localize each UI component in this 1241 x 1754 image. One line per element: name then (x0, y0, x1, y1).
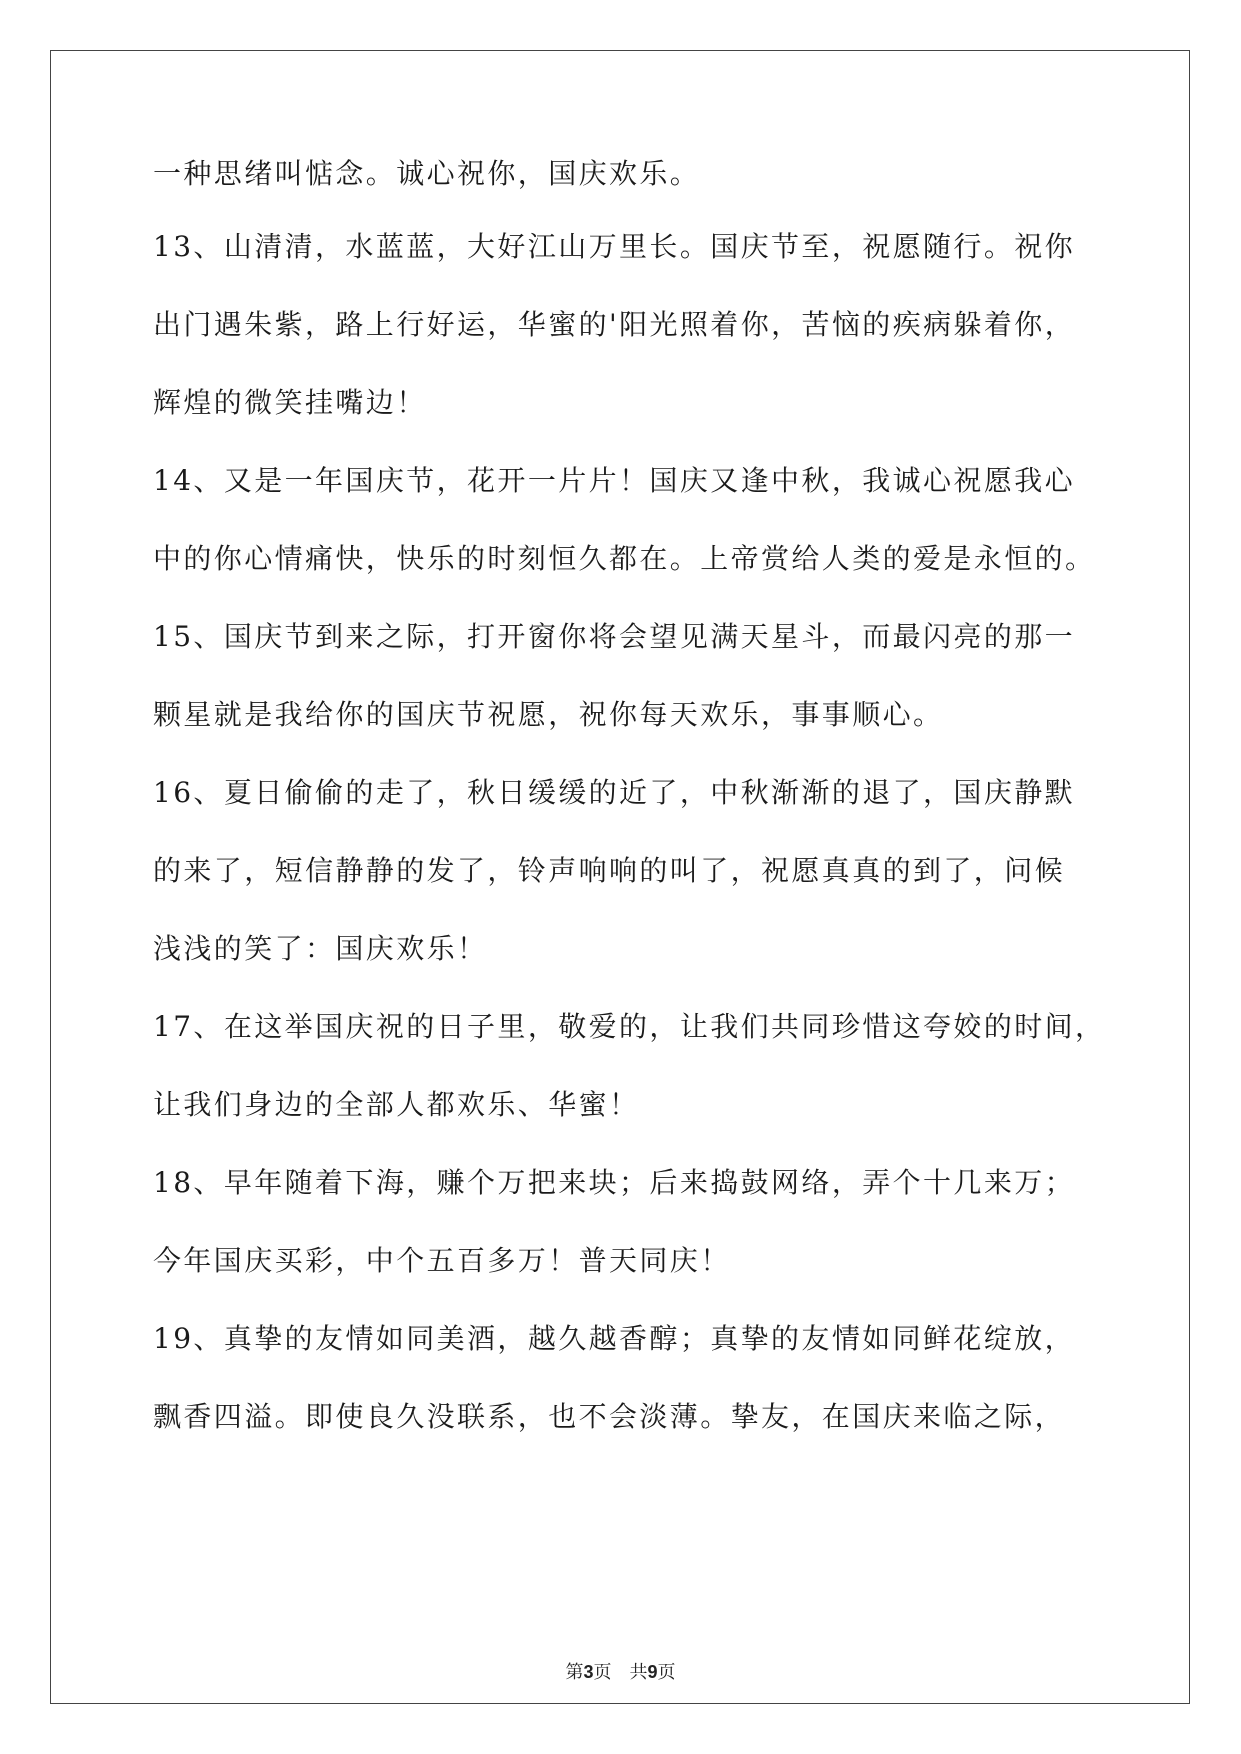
text-line: 辉煌的微笑挂嘴边！ (153, 386, 427, 419)
text-line: 中的你心情痛快，快乐的时刻恒久都在。上帝赏给人类的爱是永恒的。 (153, 542, 1096, 575)
text-line: 18、早年随着下海，赚个万把来块；后来捣鼓网络，弄个十几来万； (153, 1166, 1076, 1199)
text-line: 19、真挚的友情如同美酒，越久越香醇；真挚的友情如同鲜花绽放， (153, 1322, 1076, 1355)
text-line: 的来了，短信静静的发了，铃声响响的叫了，祝愿真真的到了，问候 (153, 854, 1066, 887)
text-line: 颗星就是我给你的国庆节祝愿，祝你每天欢乐，事事顺心。 (153, 698, 944, 731)
text-line: 13、山清清，水蓝蓝，大好江山万里长。国庆节至，祝愿随行。祝你 (153, 230, 1076, 263)
text-line: 让我们身边的全部人都欢乐、华蜜！ (153, 1088, 640, 1121)
page-prefix: 第 (565, 1662, 584, 1683)
total-suffix: 页 (657, 1662, 676, 1683)
text-line: 出门遇朱紫，路上行好运，华蜜的'阳光照着你，苦恼的疾病躲着你， (153, 308, 1076, 341)
text-line: 一种思绪叫惦念。诚心祝你，国庆欢乐。 (153, 157, 701, 190)
text-line: 今年国庆买彩，中个五百多万！普天同庆！ (153, 1244, 731, 1277)
text-line: 浅浅的笑了：国庆欢乐！ (153, 932, 488, 965)
page-footer (0, 1660, 1241, 1685)
text-line: 15、国庆节到来之际，打开窗你将会望见满天星斗，而最闪亮的那一 (153, 620, 1076, 653)
total-prefix: 共 (629, 1662, 648, 1683)
text-line: 17、在这举国庆祝的日子里，敬爱的，让我们共同珍惜这夸姣的时间， (153, 1010, 1106, 1043)
text-line: 16、夏日偷偷的走了，秋日缓缓的近了，中秋渐渐的退了，国庆静默 (153, 776, 1076, 809)
page-number: 3 (583, 1662, 594, 1682)
text-line: 飘香四溢。即使良久没联系，也不会淡薄。挚友，在国庆来临之际， (153, 1400, 1066, 1433)
total-pages: 9 (647, 1662, 658, 1682)
text-line: 14、又是一年国庆节，花开一片片！国庆又逢中秋，我诚心祝愿我心 (153, 464, 1076, 497)
page-suffix: 页 (593, 1662, 612, 1683)
